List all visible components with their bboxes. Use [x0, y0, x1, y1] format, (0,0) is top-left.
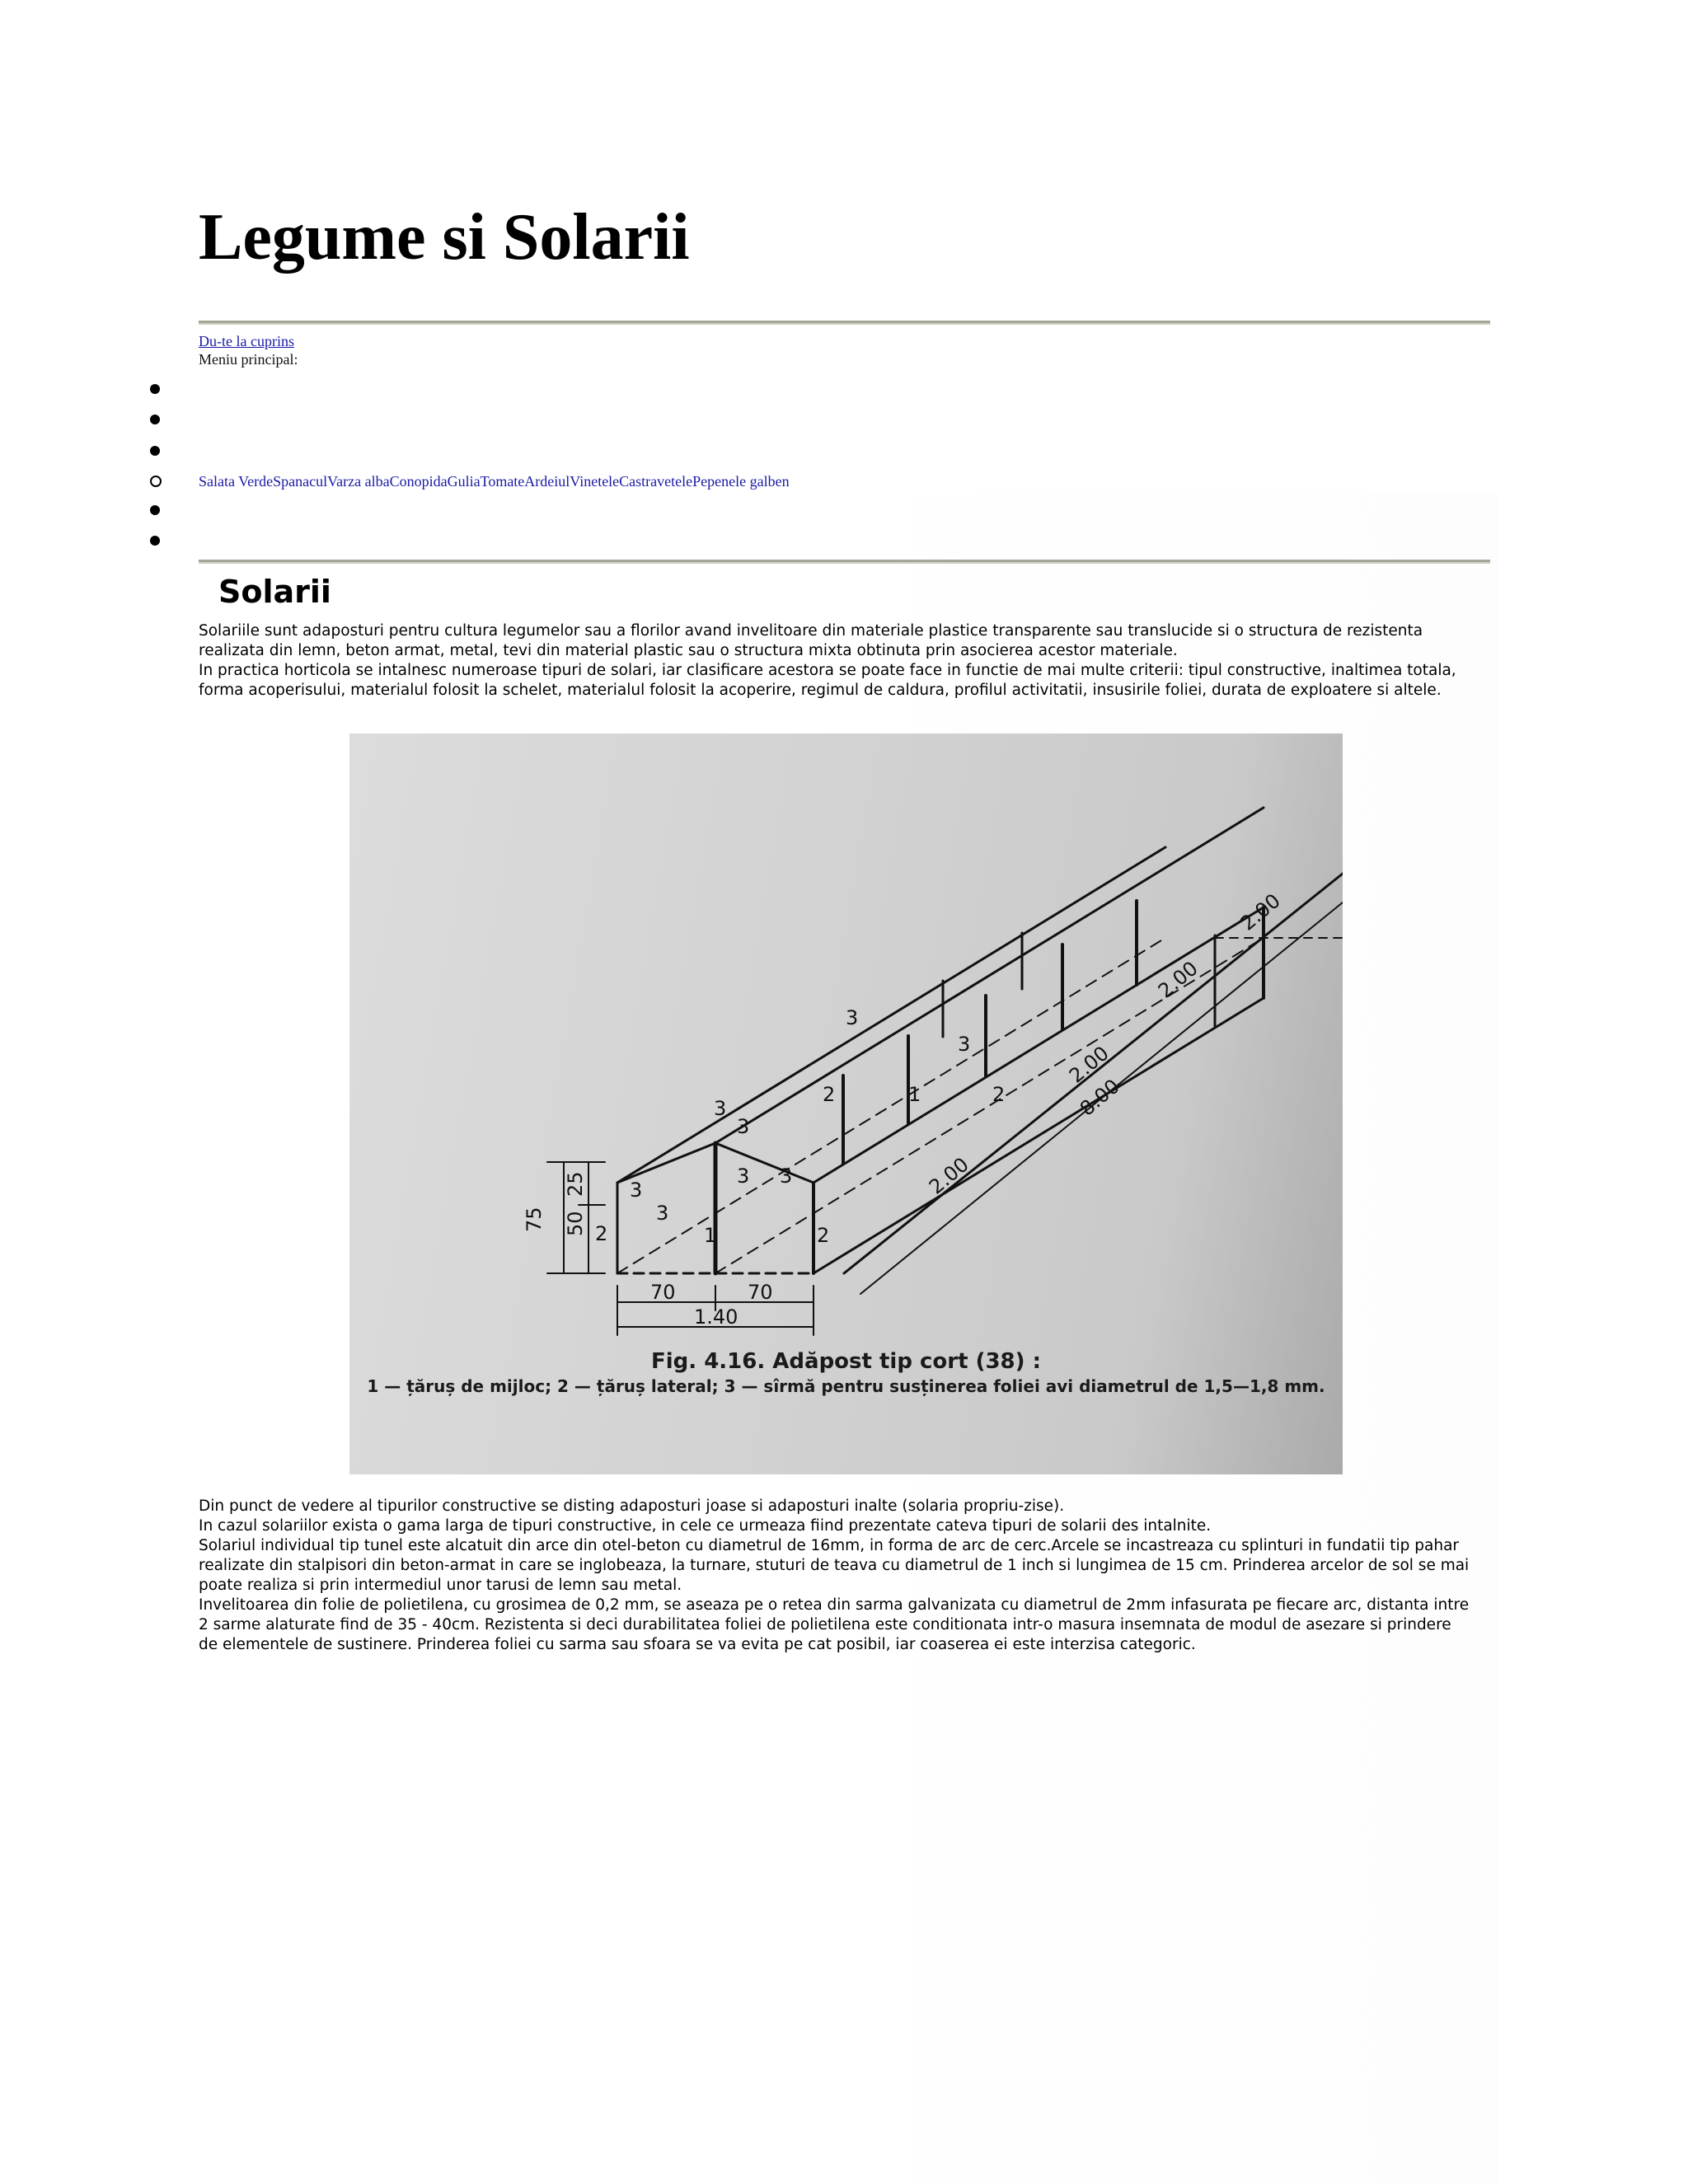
article-paragraph: Din punct de vedere al tipurilor constructive se disting adaposturi joase si adaposturi inalte (solaria propriu-zise).	[199, 1497, 1065, 1515]
nav-bullet-1	[150, 384, 160, 394]
dim-50: 50	[564, 1211, 587, 1236]
label-part-3: 3	[714, 1097, 727, 1120]
skip-to-content-link[interactable]: Du-te la cuprins	[199, 333, 294, 349]
tent-shelter-diagram	[349, 733, 1343, 1474]
dim-25: 25	[564, 1171, 587, 1197]
dim-2-00: 2.00	[924, 1152, 973, 1199]
article-title: Solarii	[218, 574, 331, 610]
header-divider	[199, 321, 1490, 325]
nav-bullet-5	[150, 505, 160, 515]
dim-8-00: 8.00	[1075, 1074, 1124, 1121]
label-part-3: 3	[630, 1179, 643, 1202]
site-title: Legume si Solarii	[199, 201, 690, 274]
nav-bullet-6	[150, 536, 160, 546]
right-eave-wire	[814, 907, 1264, 1183]
nav-bullet-3	[150, 446, 160, 456]
nav-divider	[199, 560, 1490, 564]
article-paragraph: In cazul solariilor exista o gama larga de tipuri constructive, in cele ce urmeaza fiind prezentate cateva tipuri de solarii des intalnite.	[199, 1517, 1212, 1535]
vegetables-submenu	[199, 471, 790, 491]
label-part-3: 3	[846, 1006, 859, 1029]
nav-bullet-2	[150, 415, 160, 424]
submenu-item-tomate[interactable]: Tomate	[480, 473, 525, 490]
dim-75: 75	[523, 1207, 546, 1232]
figure-caption-legend: 1 — țăruș de mijloc; 2 — țăruș lateral; 3 — sîrmă pentru susținerea foliei avi diametrul de 1,5—1,8 mm.	[367, 1376, 1325, 1396]
label-part-2: 2	[823, 1083, 836, 1106]
nav-bullet-4-open	[150, 476, 162, 487]
left-eave-wire	[617, 847, 1165, 1183]
article-paragraph: Solariile sunt adaposturi pentru cultura legumelor sau a florilor avand invelitoare din materiale plastice transparente sau translucide si o structura de rezistenta realizata din lemn, beton armat, metal, tevi din material plastic sau o structura mixta obtinuta prin asocierea acestor materiale.	[199, 622, 1423, 659]
dim-2-00: 2.00	[1236, 888, 1285, 935]
main-menu-label: Meniu principal:	[199, 351, 298, 368]
submenu-item-vinetele[interactable]: Vinetele	[570, 473, 620, 490]
article-paragraph: Invelitoarea din folie de polietilena, cu grosimea de 0,2 mm, se aseaza pe o retea din sarma galvanizata cu diametrul de 2mm infasurata pe fiecare arc, distanta intre 2 sarme alaturate find de 35 - 40cm. Rezistenta si deci durabilitatea foliei de polietilena este conditionata intr-o masura insemnata de modul de asezare si prindere de elementele de sustinere. Prinderea foliei cu sarma sau sfoara se va evita pe cat posibil, iar coaserea ei este interzisa categoric.	[199, 1596, 1470, 1653]
figure-caption-title: Fig. 4.16. Adăpost tip cort (38) :	[651, 1349, 1041, 1374]
label-part-1: 1	[908, 1083, 921, 1106]
label-part-1: 1	[704, 1224, 717, 1247]
submenu-item-castravetele[interactable]: Castravetele	[619, 473, 693, 490]
dim-2-00: 2.00	[1064, 1041, 1114, 1088]
dim-70-left: 70	[650, 1281, 676, 1304]
submenu-item-spanacul[interactable]: Spanacul	[273, 473, 328, 490]
submenu-item-salata-verde[interactable]: Salata Verde	[199, 473, 274, 490]
label-part-2: 2	[992, 1083, 1006, 1106]
submenu-item-varza-alba[interactable]: Varza alba	[327, 473, 390, 490]
label-part-3: 3	[737, 1165, 750, 1188]
figure-caption	[349, 1347, 1343, 1397]
dim-70-right: 70	[748, 1281, 773, 1304]
dim-140: 1.40	[694, 1305, 738, 1329]
submenu-item-pepenele-galben[interactable]: Pepenele galben	[692, 473, 790, 490]
label-part-3: 3	[737, 1115, 750, 1138]
dim-2-00: 2.00	[1153, 956, 1203, 1003]
label-part-3: 3	[780, 1165, 793, 1188]
label-part-2: 2	[817, 1224, 830, 1247]
article-paragraph: Solariul individual tip tunel este alcatuit din arce din otel-beton cu diametrul de 16mm, in forma de arc de cerc.Arcele se incastreaza cu splinturi in fundatii tip pahar realizate din stalpisori din beton-armat in care se inglobeaza, la turnare, stuturi de teava cu diametrul de 1 inch si lungimea de 15 cm. Prinderea arcelor de sol se mai poate realiza si prin intermediul unor tarusi de lemn sau metal.	[199, 1537, 1470, 1594]
article-paragraph: In practica horticola se intalnesc numeroase tipuri de solari, iar clasificare acestora se poate face in functie de mai multe criterii: tipul constructive, inaltimea totala, forma acoperisului, materialul folosit la schelet, materialul folosit la acoperire, regimul de caldura, profilul activitatii, insusirile foliei, durata de exploatere si altele.	[199, 662, 1456, 699]
submenu-item-gulia[interactable]: Gulia	[447, 473, 481, 490]
label-part-2: 2	[595, 1222, 608, 1245]
submenu-item-conopida[interactable]: Conopida	[389, 473, 448, 490]
label-part-3: 3	[958, 1033, 971, 1056]
label-part-3: 3	[656, 1202, 669, 1225]
submenu-item-ardeiul[interactable]: Ardeiul	[524, 473, 570, 490]
